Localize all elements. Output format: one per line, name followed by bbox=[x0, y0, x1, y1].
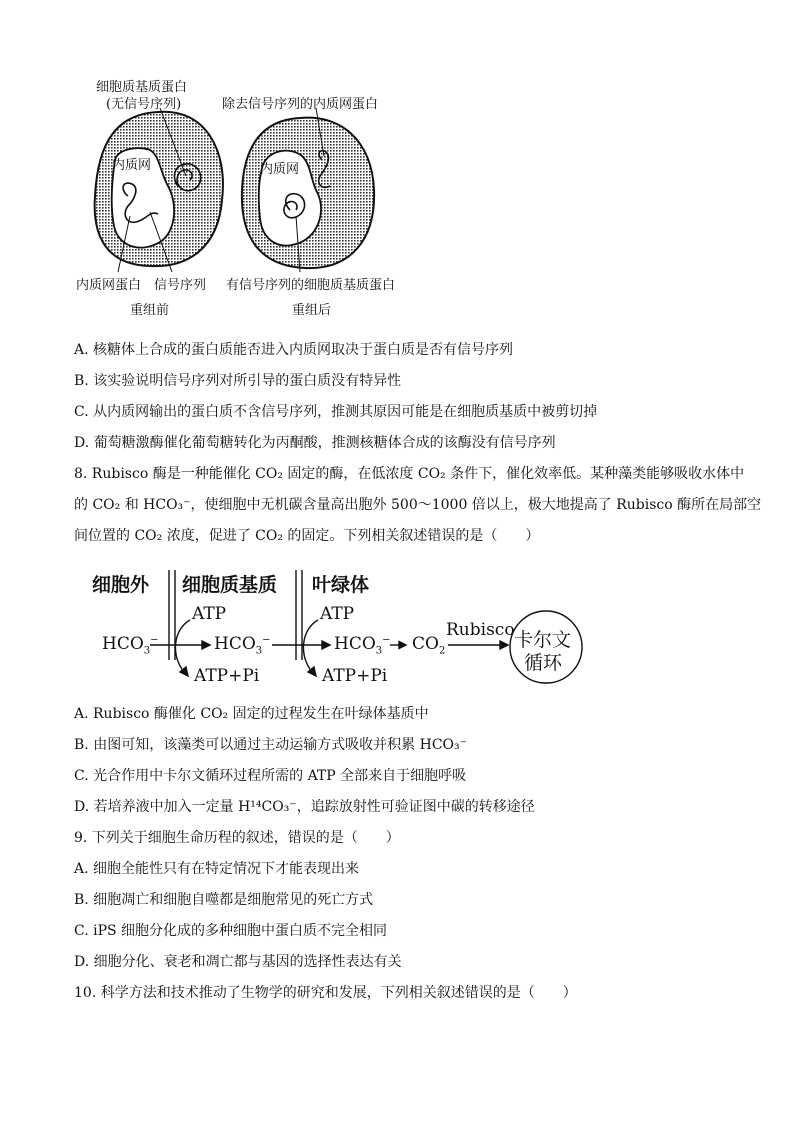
q8-option-d: D. 若培养液中加入一定量 H¹⁴CO₃⁻，追踪放射性可验证图中碳的转移途径 bbox=[74, 799, 535, 815]
fig2-hco3-outside: $HCO_3^-$ bbox=[102, 634, 159, 657]
fig2-rubisco: Rubisco bbox=[446, 620, 515, 640]
q9-option-b: B. 细胞凋亡和细胞自噬都是细胞常见的死亡方式 bbox=[74, 892, 374, 908]
fig2-atp-2: ATP bbox=[320, 604, 355, 624]
q7-option-b: B. 该实验说明信号序列对所引导的蛋白质没有特异性 bbox=[74, 373, 402, 389]
q7-option-a: A. 核糖体上合成的蛋白质能否进入内质网取决于蛋白质是否有信号序列 bbox=[74, 342, 514, 358]
q10-stem: 10. 科学方法和技术推动了生物学的研究和发展，下列相关叙述错误的是（ ） bbox=[74, 985, 577, 1001]
q8-stem-line3: 间位置的 CO₂ 浓度，促进了 CO₂ 的固定。下列相关叙述错误的是（ ） bbox=[74, 528, 540, 544]
q9-stem: 9. 下列关于细胞生命历程的叙述，错误的是（ ） bbox=[74, 830, 400, 846]
q8-stem-line1: 8. Rubisco 酶是一种能催化 CO₂ 固定的酶，在低浓度 CO₂ 条件下，催化效率低。某种藻类能够吸收水体中 bbox=[74, 466, 745, 482]
fig2-calvin-1: 卡尔文 bbox=[514, 629, 572, 651]
fig2-atp-pi-2: ATP+Pi bbox=[322, 666, 388, 686]
fig2-calvin-2: 循环 bbox=[524, 652, 563, 674]
fig1-label-er-left: 内质网 bbox=[112, 158, 152, 173]
fig1-label-er-right: 内质网 bbox=[260, 162, 300, 177]
q9-option-d: D. 细胞分化、衰老和凋亡都与基因的选择性表达有关 bbox=[74, 954, 402, 970]
fig1-label-cytoplasm-protein: 细胞质基质蛋白 bbox=[96, 80, 188, 95]
q8-option-b: B. 由图可知，该藻类可以通过主动运输方式吸收并积累 HCO₃⁻ bbox=[74, 737, 468, 753]
fig2-header-outside: 细胞外 bbox=[92, 574, 150, 596]
q7-option-d: D. 葡萄糖激酶催化葡萄糖转化为丙酮酸，推测核糖体合成的该酶没有信号序列 bbox=[74, 435, 556, 451]
fig2-header-cytosol: 细胞质基质 bbox=[182, 574, 278, 596]
q8-option-a: A. Rubisco 酶催化 CO₂ 固定的过程发生在叶绿体基质中 bbox=[74, 706, 429, 722]
q8-stem-line2: 的 CO₂ 和 HCO₃⁻，使细胞中无机碳含量高出胞外 500～1000 倍以上，极大地提高了 Rubisco 酶所在局部空 bbox=[74, 497, 762, 513]
q9-option-c: C. iPS 细胞分化成的多种细胞中蛋白质不完全相同 bbox=[74, 923, 388, 939]
fig2-hco3-chloroplast: $HCO_3^-$ bbox=[334, 634, 391, 657]
fig1-caption-before: 重组前 bbox=[130, 303, 170, 318]
fig1-label-signal-sequence: 信号序列 bbox=[154, 278, 207, 293]
fig1-label-er-protein: 内质网蛋白 bbox=[76, 278, 142, 293]
q7-option-c: C. 从内质网输出的蛋白质不含信号序列，推测其原因可能是在细胞质基质中被剪切掉 bbox=[74, 404, 598, 420]
fig2-header-chloroplast: 叶绿体 bbox=[312, 574, 370, 596]
q8-option-c: C. 光合作用中卡尔文循环过程所需的 ATP 全部来自于细胞呼吸 bbox=[74, 768, 467, 784]
q9-option-a: A. 细胞全能性只有在特定情况下才能表现出来 bbox=[74, 861, 360, 877]
fig1-label-cytoplasm-protein-signal: 有信号序列的细胞质基质蛋白 bbox=[226, 278, 396, 293]
fig1-label-no-signal: (无信号序列) bbox=[106, 97, 182, 112]
fig2-hco3-cytosol: $HCO_3^-$ bbox=[214, 634, 271, 657]
fig1-caption-after: 重组后 bbox=[292, 303, 332, 318]
fig1-label-er-protein-no-signal: 除去信号序列的内质网蛋白 bbox=[222, 97, 379, 112]
fig2-atp-pi-1: ATP+Pi bbox=[194, 666, 260, 686]
fig2-atp-1: ATP bbox=[192, 604, 227, 624]
fig2-co2: $CO_2$ bbox=[412, 634, 446, 657]
